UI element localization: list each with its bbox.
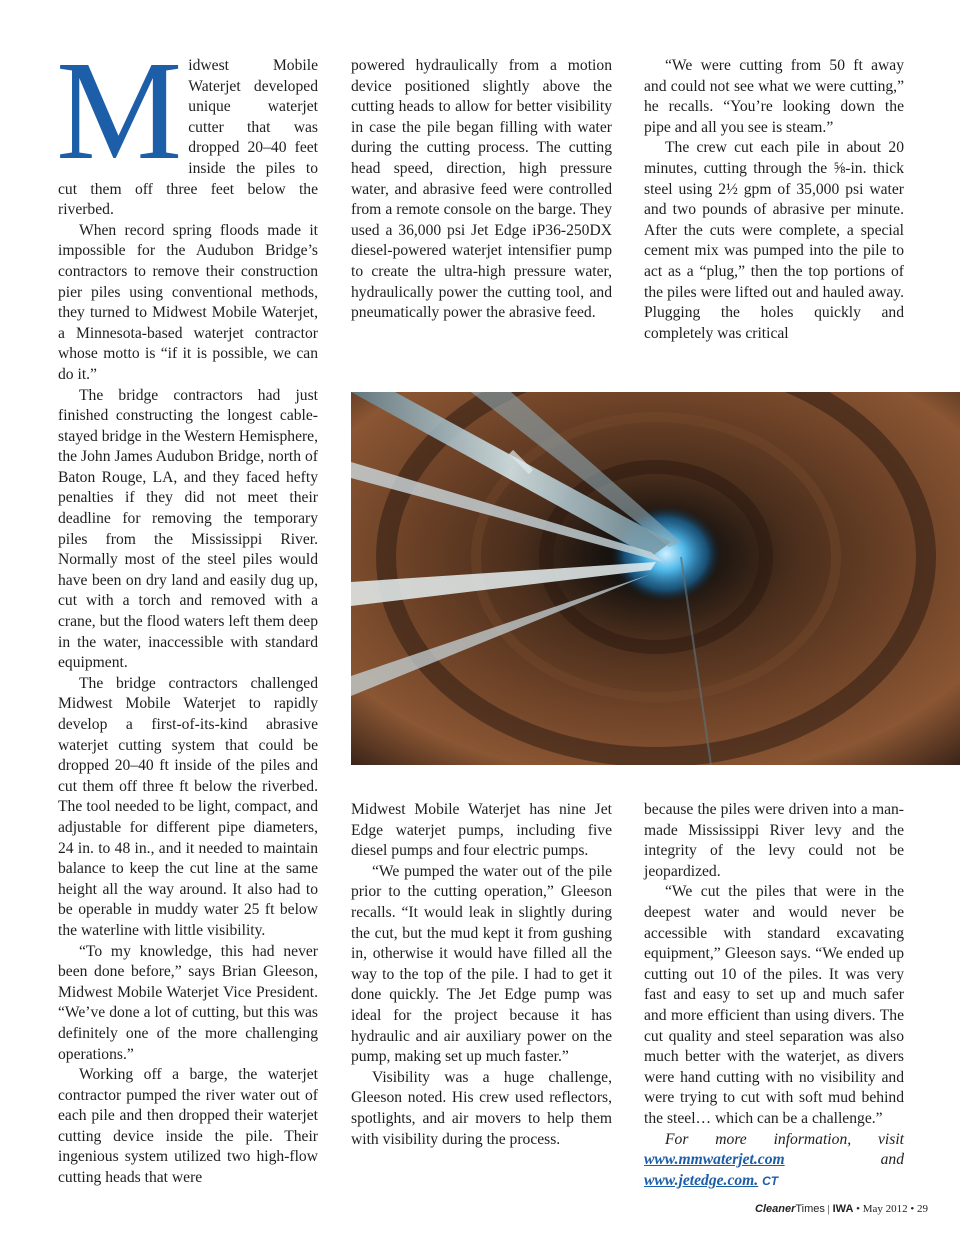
paragraph: Visibility was a huge challenge, Gleeson noted. His crew used reflectors, spotlights, and air movers to help them with visibility during the process. <box>351 1068 612 1148</box>
jetedge-link[interactable]: www.jetedge.com. <box>644 1171 759 1189</box>
paragraph: When record spring floods made it impossible for the Audubon Bridge’s contractors to remove their construction pier piles using conventional methods, they turned to Midwest Mobile Waterjet, a Minnesota-based waterjet contractor whose motto is “if it is possible, we can do it.” <box>58 221 318 383</box>
more-info-line <box>644 1130 904 1192</box>
page-footer <box>755 1203 929 1215</box>
info-and: and <box>784 1151 904 1169</box>
paragraph: powered hydraulically from a motion device positioned slightly above the cutting heads to allow for better visibility in case the pile began filling with water during the cutting process. The cutting head speed, direction, high pressure water, and abrasive feed were controlled from a remote console on the barge. They used a 36,000 psi Jet Edge iP36-250DX diesel-powered waterjet intensifier pump to create the ultra-high pressure water, hydraulically power the cutting tool, and pneumatically power the abrasive feed. <box>351 57 612 322</box>
paragraph: “We pumped the water out of the pile prior to the cutting operation,” Gleeson recalls. “It would leak in slightly during the cut, but the mud kept it from gushing in, otherwise it would have filled all the way to the top of the pile. I had to get it done quickly. The Jet Edge pump was ideal for the project because it has hydraulic and air auxiliary power on the pump, making set up much faster.” <box>351 862 612 1066</box>
paragraph: because the piles were driven into a man-made Mississippi River levy and the integrity of the levy could not be jeopardized. <box>644 801 904 880</box>
footer-brand-times: Times <box>795 1203 825 1215</box>
paragraph: “We cut the piles that were in the deepest water and would never be accessible with standard excavating equipment,” Gleeson says. “We ended up cutting out 10 of the piles. It was very fast and easy to set up and much safer and more efficient than using divers. The cut quality and steel separation was also much better with the waterjet, as divers were hand cutting with no visibility and were trying to cut with soft mud behind the steel… which can be a challenge.” <box>644 883 904 1127</box>
footer-brand-cleaner: Cleaner <box>755 1203 796 1215</box>
end-mark: CT <box>762 1173 779 1188</box>
article-column-3-top <box>644 56 904 344</box>
paragraph: Working off a barge, the waterjet contractor pumped the river water out of each pile and then dropped their waterjet cutting device inside the pile. Their ingenious system utilized two high-flow cutting heads that were <box>58 1066 318 1187</box>
article-column-2-top <box>351 56 612 324</box>
drop-cap: M <box>56 31 183 189</box>
article-column-1 <box>56 31 319 1189</box>
footer-iwa: IWA <box>832 1203 854 1215</box>
article-column-3-bottom <box>644 800 904 1191</box>
waterjet-cutter-inside-pile-photo <box>351 392 960 765</box>
paragraph: The crew cut each pile in about 20 minutes, cutting through the ⅝-in. thick steel using 2½ gpm of 35,000 psi water and two pounds of abrasive per minute. After the cuts were complete, a special cement mix was pumped into the pile to act as a “plug,” then the top portions of the piles were lifted out and hauled away. Plugging the holes quickly and completely was critical <box>644 139 904 342</box>
info-prefix: For more information, visit <box>665 1130 904 1148</box>
page-number: 29 <box>917 1203 929 1215</box>
lead-text: idwest Mobile Waterjet developed unique waterjet cutter that was dropped 20–40 feet inside the piles to cut them off three feet below the riverbed. <box>58 57 318 219</box>
article-column-2-bottom <box>351 800 612 1150</box>
mmwaterjet-link[interactable]: www.mmwaterjet.com <box>644 1151 785 1169</box>
lead-paragraph <box>56 31 318 221</box>
paragraph: “We were cutting from 50 ft away and could not see what we were cutting,” he recalls. “You’re looking down the pipe and all you see is steam.” <box>644 57 904 136</box>
paragraph: The bridge contractors challenged Midwest Mobile Waterjet to rapidly develop a first-of-its-kind abrasive waterjet cutting system that could be dropped 20–40 ft inside of the piles and cut them off three ft below the riverbed. The tool needed to be light, compact, and adjustable for different pipe diameters, 24 in. to 48 in., and it needed to maintain balance to keep the cut line at the same height all the way around. It also had to be operable in muddy water 25 ft below the waterline with little visibility. <box>58 674 318 939</box>
paragraph: The bridge contractors had just finished constructing the longest cable-stayed bridge in the Western Hemisphere, the John James Audubon Bridge, north of Baton Rouge, LA, and they faced hefty penalties if they did not meet their deadline for removing the temporary piles from the Mississippi River. Normally most of the steel piles would have been on dry land and easily dug up, cut with a torch and removed with a crane, but the flood waters left them deep in the water, inaccessible with standard equipment. <box>58 386 319 672</box>
paragraph: Midwest Mobile Waterjet has nine Jet Edge waterjet pumps, including five diesel pumps and four electric pumps. <box>351 801 612 860</box>
footer-issue: • May 2012 • <box>853 1203 918 1215</box>
paragraph: “To my knowledge, this had never been done before,” says Brian Gleeson, Midwest Mobile Waterjet Vice President. “We’ve done a lot of cutting, but this was definitely one of the more challenging operations.” <box>58 942 318 1063</box>
footer-sep: | <box>824 1203 833 1215</box>
